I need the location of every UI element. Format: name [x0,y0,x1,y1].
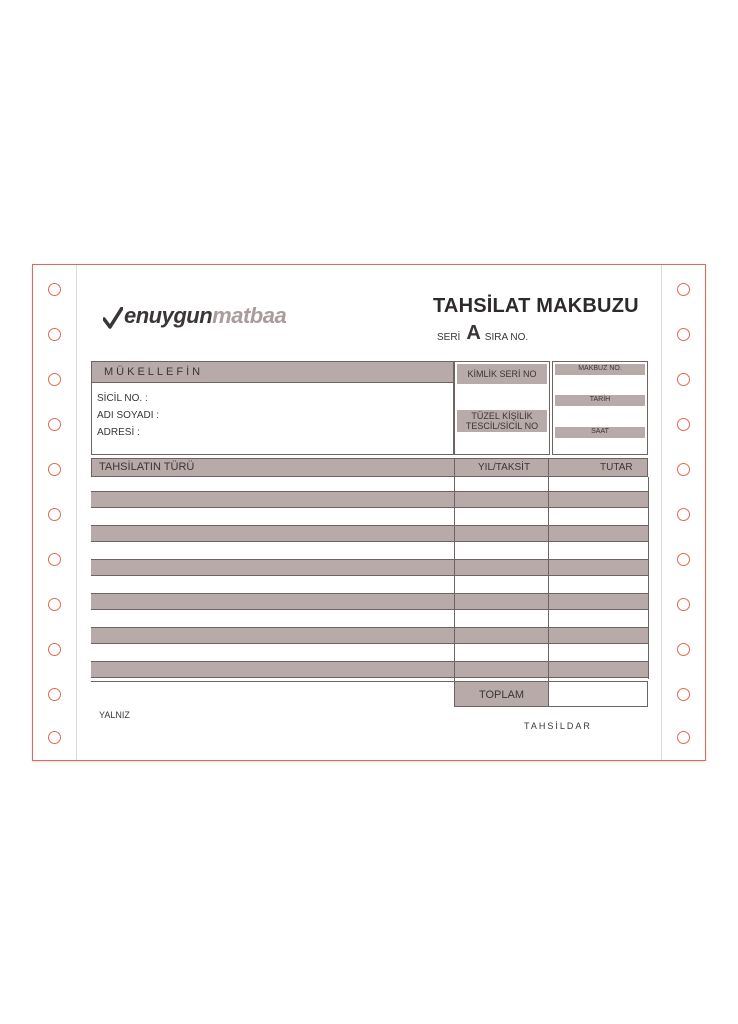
table-row-shaded [91,491,648,508]
perforation-hole [48,688,61,701]
perforation-hole [48,418,61,431]
taxpayer-header: MÜKELLEFİN [104,366,204,378]
table-row-shaded [91,525,648,542]
receipt-form [32,264,706,761]
saat-header [555,427,645,438]
table-right-border [648,477,649,679]
perforation-hole [677,463,690,476]
table-row-shaded [91,661,648,678]
adresi-label: ADRESİ : [97,427,140,438]
total-amount-cell[interactable] [548,681,648,707]
left-perforation-strip [33,265,77,760]
perforation-hole [48,373,61,386]
perforation-hole [677,688,690,701]
perforation-hole [677,731,690,744]
seri-letter: A [466,322,481,344]
perforation-hole [677,418,690,431]
taxpayer-box [91,361,454,455]
right-perforation-strip [661,265,705,760]
sira-label: SIRA NO. [484,332,529,343]
perforation-hole [677,373,690,386]
company-logo [103,301,286,329]
table-row-shaded [91,559,648,576]
taxpayer-header-bar [92,362,453,383]
tuzel-header [457,410,547,432]
checkmark-icon [103,307,123,329]
tarih-header [555,395,645,406]
kimlik-label: KİMLİK SERİ NO [467,369,537,379]
yalniz-label: YALNIZ [99,710,130,720]
kimlik-header [457,364,547,384]
table-row-shaded [91,593,648,610]
tuzel-line1: TÜZEL KİŞİLİK [471,411,533,421]
seri-label: SERİ [437,332,461,343]
perforation-hole [677,508,690,521]
total-label: TOPLAM [478,689,525,701]
makbuz-no-label: MAKBUZ NO. [578,365,622,372]
serial-row [437,323,528,343]
logo-text: enuygunmatbaa [124,303,287,328]
perforation-hole [48,508,61,521]
table-row-shaded [91,627,648,644]
perforation-hole [677,553,690,566]
form-title: TAHSİLAT MAKBUZU [433,295,639,317]
perforation-hole [48,283,61,296]
perforation-hole [48,731,61,744]
col-year-header: YIL/TAKSİT [478,462,531,473]
perforation-hole [48,328,61,341]
tahsildar-label: TAHSİLDAR [524,721,592,731]
perforation-hole [48,598,61,611]
perforation-hole [48,463,61,476]
makbuz-no-header [555,364,645,375]
adi-soyadi-label: ADI SOYADI : [97,410,160,421]
col-type-header: TAHSİLATIN TÜRÜ [99,461,195,473]
perforation-hole [48,643,61,656]
saat-label: SAAT [591,428,609,435]
perforation-hole [677,283,690,296]
perforation-hole [677,328,690,341]
table-column-divider [548,458,549,707]
receipt-info-box [552,361,648,455]
perforation-hole [677,598,690,611]
identity-box [454,361,550,455]
table-header-row [91,458,648,477]
total-label-cell [454,681,549,707]
table-column-divider [454,458,455,707]
sicil-no-label: SİCİL NO. : [97,393,148,404]
perforation-hole [677,643,690,656]
col-amount-header: TUTAR [600,462,633,473]
perforation-hole [48,553,61,566]
tarih-label: TARİH [589,396,611,403]
tuzel-line2: TESCİL/SİCİL NO [465,421,539,431]
